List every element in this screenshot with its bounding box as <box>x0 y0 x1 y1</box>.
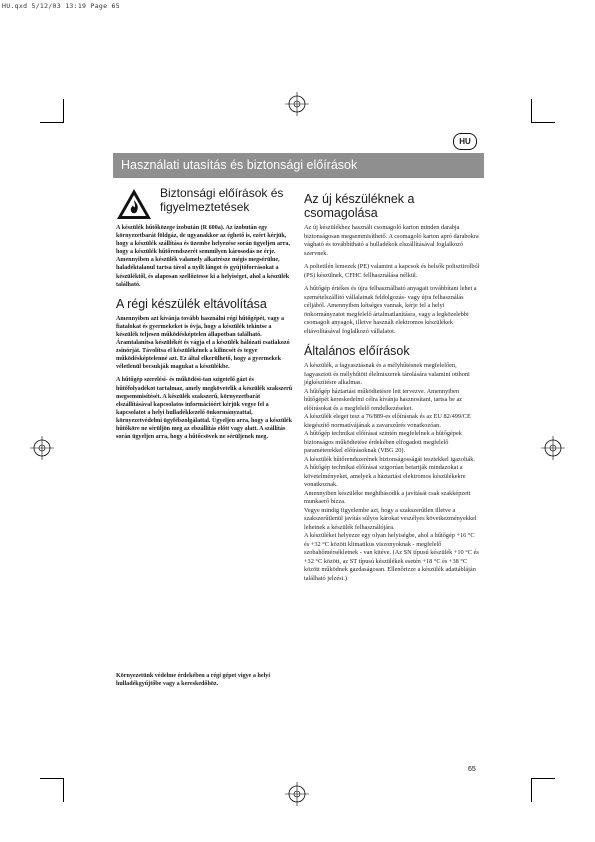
warning-title: Biztonsági előírások és figyelmeztetések <box>160 186 284 214</box>
warning-block <box>116 186 294 258</box>
general-paragraph: A hűtőgép háztartási működtetésre lett tervezve. Amennyiben hűtőgépét kereskedelmi célra kívánja hasznosítani, tartsa be az előírásokat és a megfelelő rendelkezéseket. <box>304 387 463 412</box>
crop-mark <box>531 778 532 802</box>
crop-mark <box>531 99 532 123</box>
left-column <box>116 186 294 446</box>
general-paragraph: A készülék, a fagyasztásnak és a mélyhűtésnek megfelelően, fagyasztott és mélyhűtött élelmiszerek tárolására valamint otthoni jégkészítésre alkalmas. <box>304 362 470 386</box>
registration-mark-icon <box>541 436 565 460</box>
packaging-paragraph: A hűtőgép értékes és újra felhasználható anyagait továbbítani lehet a szemételszállító vállalatnak feldolgozás- vagy újra felhasználás céljából. Amennyiben kétséges vannak, kérje fel a helyi önkormányzatot megfelelő ártalmatlanításra, vagy a legközelebbi csomagolt anyagok, illetve használt elektromos készülékek eltávolításával foglalkozó vállalatot. <box>304 285 477 335</box>
disposal-heading: A régi készülék eltávolítása <box>116 296 267 311</box>
registration-mark-icon <box>285 92 309 116</box>
right-column <box>304 186 481 583</box>
print-slug: HU.qxd 5/12/03 13:19 Page 65 <box>2 2 120 10</box>
environment-note: Környezetünk védelme érdekében a régi gépet vigye a helyi hulladékgyűjtőbe vagy a kereskedőhöz. <box>116 673 271 688</box>
registration-mark-icon <box>285 782 309 806</box>
left-footer-note <box>116 672 294 693</box>
language-badge: HU <box>453 133 477 150</box>
packaging-paragraph: A polietilén lemezek (PE) valamint a kapcsok és belsők polisztirolból (PS) készülnek, CFHC fellhasználása nélkül. <box>304 263 480 279</box>
packaging-heading: Az új készüléknek a csomagolása <box>304 192 415 220</box>
general-heading: Általános előírások <box>304 344 410 358</box>
page-title: Használati utasítás és biztonsági előírások <box>113 153 484 178</box>
crop-mark <box>63 99 64 123</box>
general-paragraph: A hűtőgép technikai előírásai szigorúan betartják mindazokat a követelményeket, amelyek a háztartási elektromos készülékekre vonatkoznak. <box>304 464 466 488</box>
disposal-paragraph: Amennyiben azt kívánja tovább használni régi hűtőgépét, vagy a fiatalokat és gyermekeket is óvja, hogy a készülék tekintse a készülék teljesen működésképtelen állapotban található. Áramtalanítsa készülékét és vágja el a készülék hálózati csatlakozó zsinórját. Távolítsa el készülékének a kilincsét és tegye működésképtelenné azt. Ez által elkerülhető, hogy a gyermekek véletlenül becsukják magukat a készülékbe. <box>116 315 290 371</box>
general-paragraph: A készülék eleget tesz a 76/889-es előírásnak és az EU 82/499/CE kiegészítő normatívájának a zavarszűrés vonatkozóan. <box>304 413 471 429</box>
crop-mark <box>63 778 64 802</box>
general-paragraph: Vegye mindig figyelembe azt, hogy a szakszerűtlen illetve a szakszerűtlenül javítás súlyos károkat veszélyes következményekkel lehetnek a készülék felhasználójára. <box>304 506 477 531</box>
general-paragraph: A hűtőgép technikai előírásai szintén megfelelnek a hűtőgépek biztonságos működtetése érdekében elfogadott megfelelő paraméterekkel előírásoknak (VBG 20). <box>304 430 462 454</box>
disposal-paragraph: A hűtőgép szerelési- és működési-tan szigetelő gázt és hűtőfolyadékot tartalmaz, amely megkövetelik a készülék szakszerű megsemmisítését. A készülék szakszerű, környezetbarát elszállításával kapcsolatos információért kérjük vegye fel a kapcsolatot a helyi hulladékkezelő önkormányzattal, környezetvédelmi ügyfélszolgálattal. Ügyeljen arra, hogy a készülék hűtőköre ne sérüljön meg az elszállítás előtt vagy alatt. A szállítás során ügyeljen arra, hogy a hűtőcsövek ne sérüljenek meg. <box>116 377 293 441</box>
crop-mark <box>531 122 555 123</box>
warning-text: A készülék hűtőközege izobután (R 600a). Az izobután egy környezetbarát földgáz, de ugyanakkor az éghető is, ezért kérjük, hogy a készülék szállítása és üzembe helyezése során ügyeljen arra, hogy a készülék hűtőrendszerét semmilyen károsodás ne érje. Amennyiben a készülék valamely alkatrésze mégis megsérülne, haladéktalanul tartsa távol a nyílt lángot és gyújtóforrásokat a készüléktől, és alaposan szellőztesse ki a helyiséget, ahol a készülék található. <box>116 225 290 288</box>
general-paragraph: Amennyiben készüléke meghibásodik a javítását csak szakképzett munkaerő bízza. <box>304 489 471 505</box>
crop-mark <box>40 122 64 123</box>
crop-mark <box>531 778 555 779</box>
crop-mark <box>40 778 64 779</box>
general-paragraph: A készüléket helyezze egy olyan helyiségbe, ahol a hűtőgép +16 °C és +32 °C között klimatikus viszonyoknak - megfelelő szobahőmérsékletnek - van kitéve. (Az SN típusú készülék +10 °C és +32 °C között, az ST típusú készülékek esetén +18 °C és +38 °C között működnek gazdaságosan. Ellenőrizze a készülék adattábláján található jelzést.) <box>304 532 479 582</box>
warning-triangle-icon <box>116 188 152 220</box>
packaging-paragraph: Az új készülékhez használt csomagoló karton minden darabja biztonságosan megsemmisíthető. A csomagoló karton apró darabokra vágható és továbbítható a hulladékok elszállításával foglalkozó szervnek. <box>304 224 479 257</box>
registration-mark-icon <box>30 436 54 460</box>
general-paragraph: A készülék hűtőrendszerének biztonságosságát tesztekkel igazolták. <box>304 455 476 463</box>
page-number: 65 <box>468 766 476 773</box>
